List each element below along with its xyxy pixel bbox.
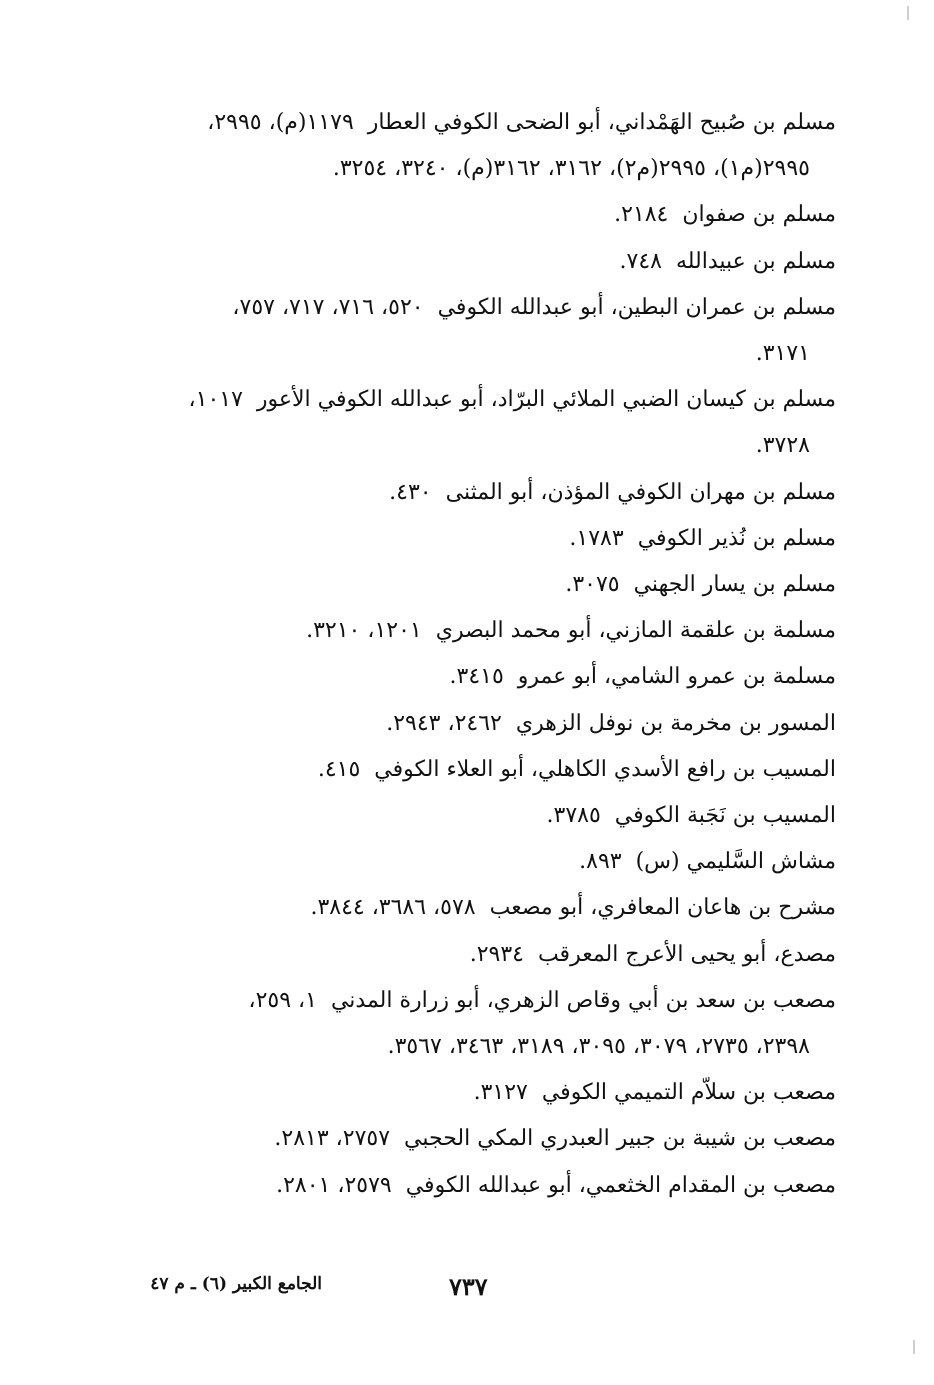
entry-references: ٣٧٨٥. (546, 803, 601, 829)
entry-references: ٤١٥. (317, 756, 361, 782)
entry-name: مصعب بن شيبة بن جبير العبدري المكي الحجبي (404, 1126, 836, 1152)
name-index-list (128, 100, 836, 1209)
entry-name: مسلم بن يسار الجهني (633, 572, 836, 598)
entry-references: ٧٤٨. (619, 248, 662, 274)
footer-source-label: الجامع الكبير (٦) ـ م ٤٧ (150, 1274, 322, 1294)
entry-references: ٢١٨٤. (614, 202, 669, 228)
index-entry (128, 978, 836, 1070)
entry-references: ٣١٢٧. (473, 1080, 528, 1106)
scan-speck (907, 6, 909, 20)
entry-name: مشاش السَّليمي (س) (635, 849, 836, 875)
entry-references: ٢٥٧٩، ٢٨٠١. (276, 1172, 392, 1198)
index-entry (128, 192, 836, 238)
entry-name: مسلمة بن علقمة المازني، أبو محمد البصري (435, 618, 836, 644)
index-entry (128, 239, 836, 285)
entry-references: ١٧٨٣. (569, 525, 624, 551)
index-entry (128, 839, 836, 885)
index-entry (128, 608, 836, 654)
index-entry (128, 885, 836, 931)
entry-name: مسلمة بن عمرو الشامي، أبو عمرو (517, 664, 836, 690)
index-entry (128, 1070, 836, 1116)
index-entry (128, 747, 836, 793)
entry-references: ١٢٠١، ٣٢١٠. (306, 618, 422, 644)
entry-name: مصدع، أبو يحيى الأعرج المعرقب (537, 941, 836, 967)
entry-name: مصعب بن سلاّم التميمي الكوفي (541, 1080, 836, 1106)
entry-references: ٢٧٥٧، ٢٨١٣. (274, 1126, 391, 1152)
scan-speck (913, 1340, 915, 1354)
entry-references: ٣٠٧٥. (565, 572, 620, 598)
entry-references-continued: ٢٣٩٨، ٢٧٣٥، ٣٠٧٩، ٣٠٩٥، ٣١٨٩، ٣٤٦٣، ٣٥٦٧. (387, 1034, 810, 1060)
index-entry (128, 516, 836, 562)
entry-references: ١١٧٩(م)، ٢٩٩٥، (207, 110, 354, 135)
entry-name: مسلم بن نُذير الكوفي (637, 525, 836, 551)
entry-name: مسلم بن مهران الكوفي المؤذن، أبو المثنى (445, 479, 836, 505)
entry-references-continued: ٣١٧١. (755, 341, 810, 367)
entry-name: مسلم بن عمران البطين، أبو عبدالله الكوفي (437, 294, 836, 320)
index-entry (128, 470, 836, 516)
entry-name: مشرح بن هاعان المعافري، أبو مصعب (489, 895, 836, 921)
entry-references: ٢٩٣٤. (469, 941, 524, 967)
entry-references: ٣٤١٥. (449, 664, 504, 690)
entry-references: ٨٩٣. (579, 849, 622, 875)
entry-references-continued: ٣٧٢٨. (755, 433, 810, 459)
index-entry (128, 793, 836, 839)
entry-references-continued: ٢٩٩٥(م١)، ٢٩٩٥(م٢)، ٣١٦٢، ٣١٦٢(م)، ٣٢٤٠، ٣٢٥٤. (332, 156, 810, 182)
entry-name: مسلم بن صفوان (682, 202, 836, 228)
entry-name: مسلم بن صُبيح الهَمْداني، أبو الضحى الكوفي العطار (367, 110, 836, 135)
index-entry (128, 1163, 836, 1209)
index-entry (128, 701, 836, 747)
index-entry (128, 562, 836, 608)
page-footer (0, 1274, 934, 1310)
entry-name: مصعب بن المقدام الخثعمي، أبو عبدالله الكوفي (405, 1172, 836, 1198)
entry-name: مسلم بن عبيدالله (675, 248, 836, 274)
index-entry (128, 1116, 836, 1162)
index-entry (128, 285, 836, 377)
entry-references: ٥٢٠، ٧١٦، ٧١٧، ٧٥٧، (232, 294, 424, 320)
entry-references: ١٠١٧، (188, 387, 243, 413)
index-entry (128, 377, 836, 469)
index-entry (128, 100, 836, 192)
entry-references: ١، ٢٥٩، (248, 987, 317, 1013)
entry-name: مصعب بن سعد بن أبي وقاص الزهري، أبو زرارة المدني (330, 987, 836, 1013)
index-entry (128, 932, 836, 978)
entry-references: ٤٣٠. (389, 479, 432, 505)
entry-references: ٢٤٦٢، ٢٩٤٣. (386, 710, 502, 736)
page-number: ٧٣٧ (449, 1272, 488, 1301)
index-entry (128, 654, 836, 700)
entry-name: المسيب بن نَجَبة الكوفي (614, 803, 836, 829)
entry-name: المسيب بن رافع الأسدي الكاهلي، أبو العلاء الكوفي (374, 756, 836, 782)
entry-references: ٥٧٨، ٣٦٨٦، ٣٨٤٤. (310, 895, 476, 921)
entry-name: مسلم بن كيسان الضبي الملائي البرّاد، أبو عبدالله الكوفي الأعور (256, 387, 836, 413)
entry-name: المسور بن مخرمة بن نوفل الزهري (515, 710, 836, 736)
